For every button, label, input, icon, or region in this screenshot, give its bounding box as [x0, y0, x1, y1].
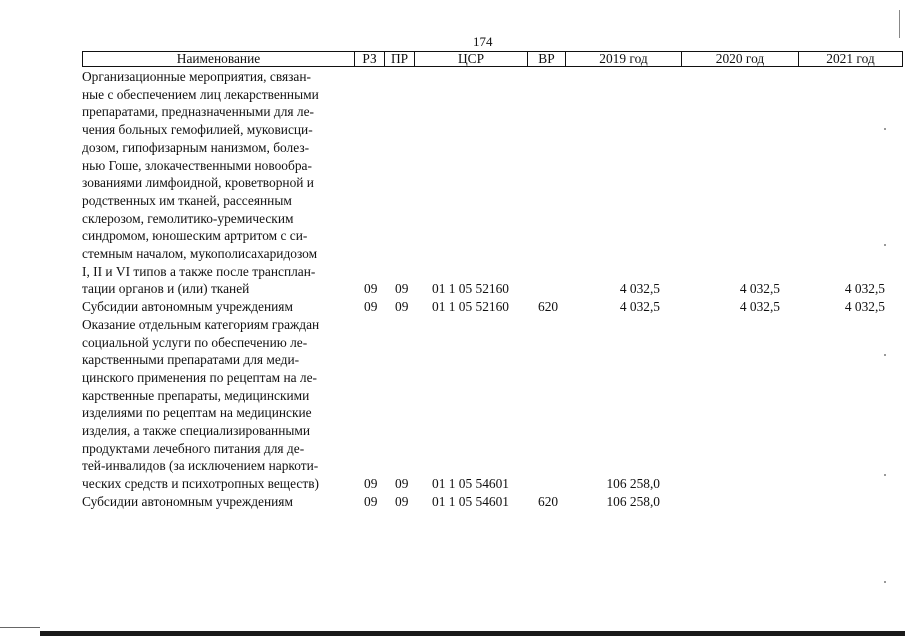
cell-rz: 09 — [364, 476, 378, 492]
scan-bottom-line — [0, 627, 40, 628]
table-row — [82, 493, 892, 511]
cell-y2021: 4 032,5 — [844, 281, 885, 297]
cell-y2019: 4 032,5 — [619, 299, 660, 315]
row-name — [82, 68, 354, 298]
cell-y2019: 106 258,0 — [606, 493, 660, 509]
row-name-line: социальной услуги по обеспечению ле- — [82, 334, 308, 350]
scan-speck — [884, 474, 886, 476]
cell-y2019: 106 258,0 — [606, 476, 660, 492]
row-name-line: продуктами лечебного питания для де- — [82, 440, 305, 456]
row-name-line: дозом, гипофизарным нанизмом, болез- — [82, 139, 310, 155]
table-row — [82, 316, 892, 493]
scan-speck — [884, 581, 886, 583]
row-name-line: I, II и VI типов а также после трансплан- — [82, 263, 316, 279]
header-rz: РЗ — [355, 52, 385, 67]
header-row — [83, 52, 903, 67]
cell-pr: 09 — [395, 281, 409, 297]
header-2021: 2021 год — [799, 52, 903, 67]
row-name-line: стемным началом, мукополисахаридозом — [82, 246, 318, 262]
row-name-line: Субсидии автономным учреждениям — [82, 299, 293, 315]
row-name-line: изделиями по рецептам на медицинские — [82, 405, 312, 421]
row-name-line: Оказание отдельным категориям граждан — [82, 316, 320, 332]
scan-bottom-band — [40, 631, 905, 636]
row-name-line: изделия, а также специализированными — [82, 423, 310, 439]
row-name-line: родственных им тканей, рассеянным — [82, 192, 292, 208]
scan-speck — [884, 354, 886, 356]
cell-pr: 09 — [395, 299, 409, 315]
cell-csr: 01 1 05 54601 — [432, 476, 509, 492]
scan-speck — [884, 128, 886, 130]
row-name — [82, 316, 354, 493]
cell-y2021: 4 032,5 — [844, 299, 885, 315]
cell-y2020: 4 032,5 — [739, 299, 780, 315]
header-pr: ПР — [385, 52, 415, 67]
row-name-line: синдромом, юношеским артритом с си- — [82, 228, 308, 244]
row-name-line: чения больных гемофилией, муковисци- — [82, 122, 313, 138]
row-name-line: карственные препараты, медицинскими — [82, 387, 310, 403]
row-name-line: препаратами, предназначенными для ле- — [82, 104, 314, 120]
row-name-line: тации органов и (или) тканей — [82, 281, 250, 297]
cell-y2019: 4 032,5 — [619, 281, 660, 297]
header-2019: 2019 год — [566, 52, 682, 67]
header-name: Наименование — [83, 52, 355, 67]
row-name-line: Субсидии автономным учреждениям — [82, 493, 293, 509]
scan-speck — [884, 244, 886, 246]
row-name-line: нью Гоше, злокачественными новообра- — [82, 157, 312, 173]
row-name-line: Организационные мероприятия, связан- — [82, 69, 311, 84]
row-name-line: цинского применения по рецептам на ле- — [82, 369, 318, 385]
row-name-line: склерозом, гемолитико-уремическим — [82, 210, 294, 226]
header-csr: ЦСР — [415, 52, 528, 67]
cell-csr: 01 1 05 54601 — [432, 493, 509, 509]
row-name-line: тей-инвалидов (за исключением наркоти- — [82, 458, 319, 474]
header-vr: ВР — [528, 52, 566, 67]
cell-rz: 09 — [364, 493, 378, 509]
cell-pr: 09 — [395, 476, 409, 492]
table-row — [82, 298, 892, 316]
column-header-table — [82, 51, 903, 67]
cell-vr: 620 — [538, 299, 559, 315]
row-name-line: карственными препаратами для меди- — [82, 352, 300, 368]
cell-vr: 620 — [538, 493, 559, 509]
row-name-line: ческих средств и психотропных веществ) — [82, 476, 319, 492]
table-row — [82, 68, 892, 298]
page-number: 174 — [473, 34, 493, 49]
row-name — [82, 298, 354, 316]
cell-y2020: 4 032,5 — [739, 281, 780, 297]
header-2020: 2020 год — [682, 52, 799, 67]
scan-edge-line — [899, 10, 900, 38]
row-name — [82, 493, 354, 511]
cell-csr: 01 1 05 52160 — [432, 281, 509, 297]
row-name-line: ные с обеспечением лиц лекарственными — [82, 86, 319, 102]
cell-rz: 09 — [364, 281, 378, 297]
cell-rz: 09 — [364, 299, 378, 315]
cell-pr: 09 — [395, 493, 409, 509]
row-name-line: зованиями лимфоидной, кроветворной и — [82, 175, 314, 191]
cell-csr: 01 1 05 52160 — [432, 299, 509, 315]
